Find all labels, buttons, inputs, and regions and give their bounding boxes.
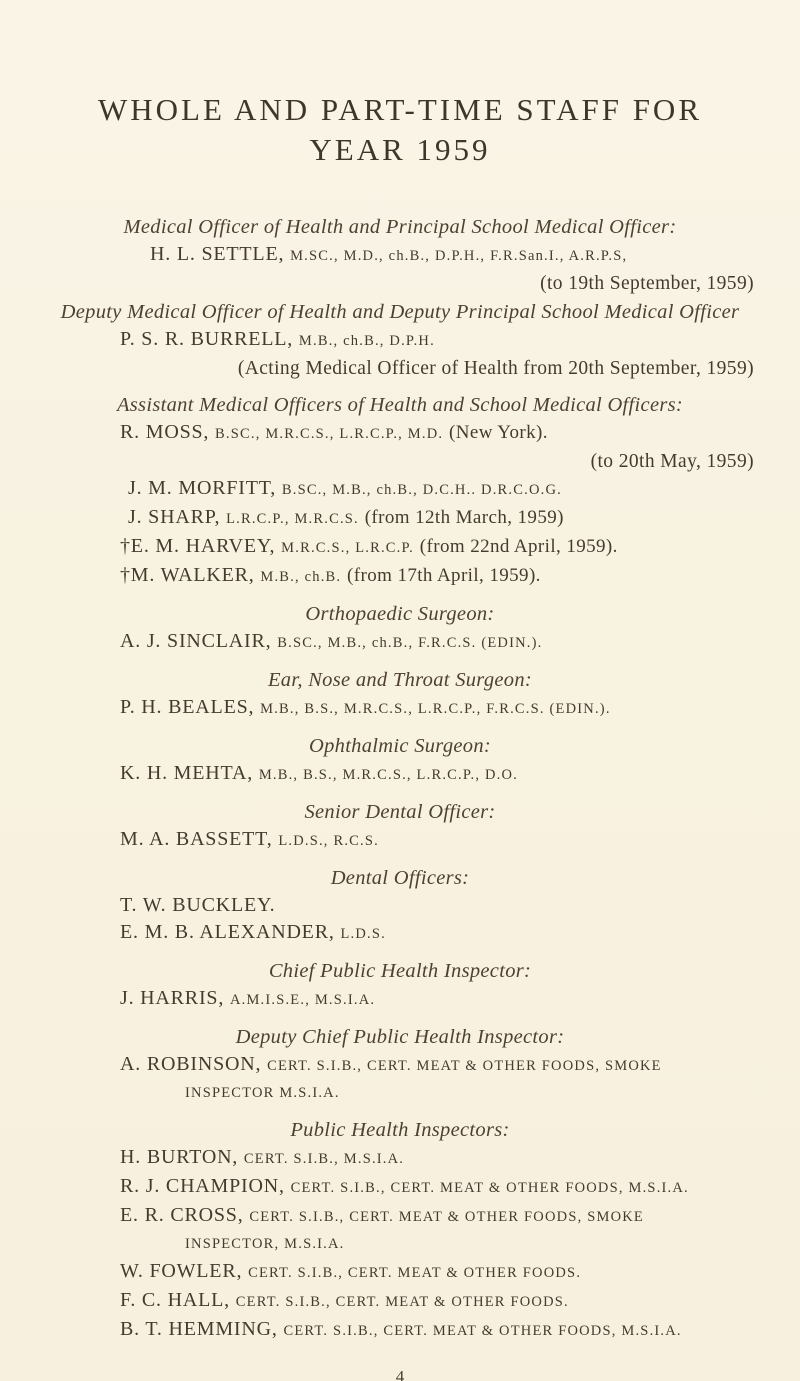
section-heading-senior-dental-officer: Senior Dental Officer: bbox=[304, 801, 496, 823]
page-title-line2: YEAR 1959 bbox=[309, 132, 491, 167]
staff-qualifications: CERT. S.I.B., CERT. MEAT & OTHER FOODS, SMOKE bbox=[267, 1058, 662, 1074]
staff-entry-alexander bbox=[0, 919, 800, 948]
staff-entry-burrell bbox=[0, 326, 800, 355]
staff-entry-sinclair bbox=[0, 628, 800, 657]
staff-entry-buckley bbox=[0, 892, 800, 919]
staff-name: J. HARRIS, bbox=[120, 987, 225, 1009]
staff-entry-cross bbox=[0, 1202, 800, 1231]
staff-qualifications: CERT. S.I.B., M.S.I.A. bbox=[243, 1151, 405, 1167]
section-heading-chief-public-health-inspector: Chief Public Health Inspector: bbox=[268, 960, 532, 982]
staff-qualifications: CERT. S.I.B., CERT. MEAT & OTHER FOODS, M.S.I.A. bbox=[283, 1323, 682, 1339]
staff-entry-beales bbox=[0, 694, 800, 723]
staff-name: A. ROBINSON, bbox=[120, 1053, 262, 1075]
date-note-settle: (to 19th September, 1959) bbox=[540, 273, 754, 294]
date-note-moss: (to 20th May, 1959) bbox=[590, 451, 754, 472]
staff-name: J. M. MORFITT, bbox=[128, 477, 277, 499]
staff-name: A. J. SINCLAIR, bbox=[120, 630, 272, 652]
staff-entry-harris bbox=[0, 985, 800, 1014]
section-heading-deputy-chief-public-health-inspector: Deputy Chief Public Health Inspector: bbox=[235, 1026, 565, 1048]
staff-qualifications: L.R.C.P., M.R.C.S. bbox=[226, 511, 359, 527]
staff-entry-moss bbox=[0, 419, 800, 448]
staff-qualifications: CERT. S.I.B., CERT. MEAT & OTHER FOODS, SMOKE bbox=[249, 1209, 644, 1225]
staff-qualifications: M.B., B.S., M.R.C.S., L.R.C.P., D.O. bbox=[258, 767, 518, 783]
staff-name: †E. M. HARVEY, bbox=[120, 535, 276, 557]
staff-entry-hemming bbox=[0, 1316, 800, 1345]
staff-name: E. M. B. ALEXANDER, bbox=[120, 921, 335, 943]
page-title-line1: WHOLE AND PART-TIME STAFF FOR bbox=[98, 92, 702, 127]
staff-entry-champion bbox=[0, 1173, 800, 1202]
staff-qualifications: L.D.S. bbox=[340, 926, 386, 942]
staff-qualifications: M.B., B.S., M.R.C.S., L.R.C.P., F.R.C.S. (EDIN.). bbox=[260, 701, 611, 717]
staff-qualifications: M.B., ch.B. bbox=[260, 569, 342, 585]
staff-entry-suffix: (New York). bbox=[449, 422, 548, 443]
staff-entry-robinson bbox=[0, 1051, 800, 1080]
staff-name: H. BURTON, bbox=[120, 1146, 239, 1168]
staff-qualifications: CERT. S.I.B., CERT. MEAT & OTHER FOODS, M.S.I.A. bbox=[290, 1180, 689, 1196]
staff-qualifications: CERT. S.I.B., CERT. MEAT & OTHER FOODS. bbox=[248, 1265, 582, 1281]
staff-name: M. A. BASSETT, bbox=[120, 828, 273, 850]
staff-entry-sharp bbox=[0, 504, 800, 533]
staff-qualifications: B.SC., M.B., ch.B., D.C.H.. D.R.C.O.G. bbox=[281, 482, 562, 498]
staff-name: †M. WALKER, bbox=[120, 564, 255, 586]
staff-entry-burton bbox=[0, 1144, 800, 1173]
staff-entry-suffix: (from 22nd April, 1959). bbox=[419, 536, 618, 557]
section-heading-assistant-medical-officers: Assistant Medical Officers of Health and School Medical Officers: bbox=[116, 394, 684, 416]
staff-name: W. FOWLER, bbox=[120, 1260, 243, 1282]
staff-name: P. S. R. BURRELL, bbox=[120, 328, 294, 350]
staff-qualifications: A.M.I.S.E., M.S.I.A. bbox=[229, 992, 376, 1008]
staff-entry-hall bbox=[0, 1287, 800, 1316]
staff-name: P. H. BEALES, bbox=[120, 696, 255, 718]
staff-name: R. J. CHAMPION, bbox=[120, 1175, 285, 1197]
section-heading-ophthalmic-surgeon: Ophthalmic Surgeon: bbox=[308, 735, 491, 757]
staff-entry-fowler bbox=[0, 1258, 800, 1287]
section-heading-ent-surgeon: Ear, Nose and Throat Surgeon: bbox=[267, 669, 532, 691]
acting-note-burrell: (Acting Medical Officer of Health from 20th September, 1959) bbox=[237, 358, 754, 379]
staff-qualifications: M.B., ch.B., D.P.H. bbox=[298, 333, 435, 349]
section-heading-medical-officer: Medical Officer of Health and Principal School Medical Officer: bbox=[123, 216, 677, 238]
staff-qualifications-continuation: INSPECTOR, M.S.I.A. bbox=[185, 1236, 345, 1252]
staff-qualifications: M.SC., M.D., ch.B., D.P.H., F.R.San.I., A.R.P.S, bbox=[290, 248, 628, 264]
staff-entry-suffix: (from 12th March, 1959) bbox=[364, 507, 564, 528]
staff-qualifications: CERT. S.I.B., CERT. MEAT & OTHER FOODS. bbox=[235, 1294, 569, 1310]
staff-name: E. R. CROSS, bbox=[120, 1204, 244, 1226]
staff-name: R. MOSS, bbox=[120, 421, 210, 443]
section-heading-dental-officers: Dental Officers: bbox=[330, 867, 470, 889]
section-heading-public-health-inspectors: Public Health Inspectors: bbox=[290, 1119, 510, 1141]
staff-entry-suffix: (from 17th April, 1959). bbox=[347, 565, 541, 586]
staff-name: F. C. HALL, bbox=[120, 1289, 230, 1311]
staff-entry-bassett bbox=[0, 826, 800, 855]
staff-entry-walker bbox=[0, 562, 800, 591]
staff-name: T. W. BUCKLEY. bbox=[120, 894, 276, 916]
staff-qualifications: L.D.S., R.C.S. bbox=[278, 833, 379, 849]
staff-name: J. SHARP, bbox=[128, 506, 221, 528]
staff-entry-settle bbox=[0, 241, 800, 270]
staff-name: K. H. MEHTA, bbox=[120, 762, 253, 784]
staff-entry-mehta bbox=[0, 760, 800, 789]
section-heading-deputy-medical-officer: Deputy Medical Officer of Health and Deputy Principal School Medical Officer bbox=[60, 301, 740, 323]
staff-qualifications: B.SC., M.B., ch.B., F.R.C.S. (EDIN.). bbox=[277, 635, 543, 651]
staff-name: H. L. SETTLE, bbox=[150, 243, 285, 265]
staff-qualifications: M.R.C.S., L.R.C.P. bbox=[281, 540, 414, 556]
page-title bbox=[0, 0, 800, 170]
staff-qualifications: B.SC., M.R.C.S., L.R.C.P., M.D. bbox=[215, 426, 444, 442]
staff-name: B. T. HEMMING, bbox=[120, 1318, 278, 1340]
page-number: 4 bbox=[395, 1367, 405, 1381]
staff-entry-harvey bbox=[0, 533, 800, 562]
section-heading-orthopaedic-surgeon: Orthopaedic Surgeon: bbox=[305, 603, 495, 625]
staff-entry-morfitt bbox=[0, 475, 800, 504]
staff-qualifications-continuation: INSPECTOR M.S.I.A. bbox=[185, 1085, 340, 1101]
